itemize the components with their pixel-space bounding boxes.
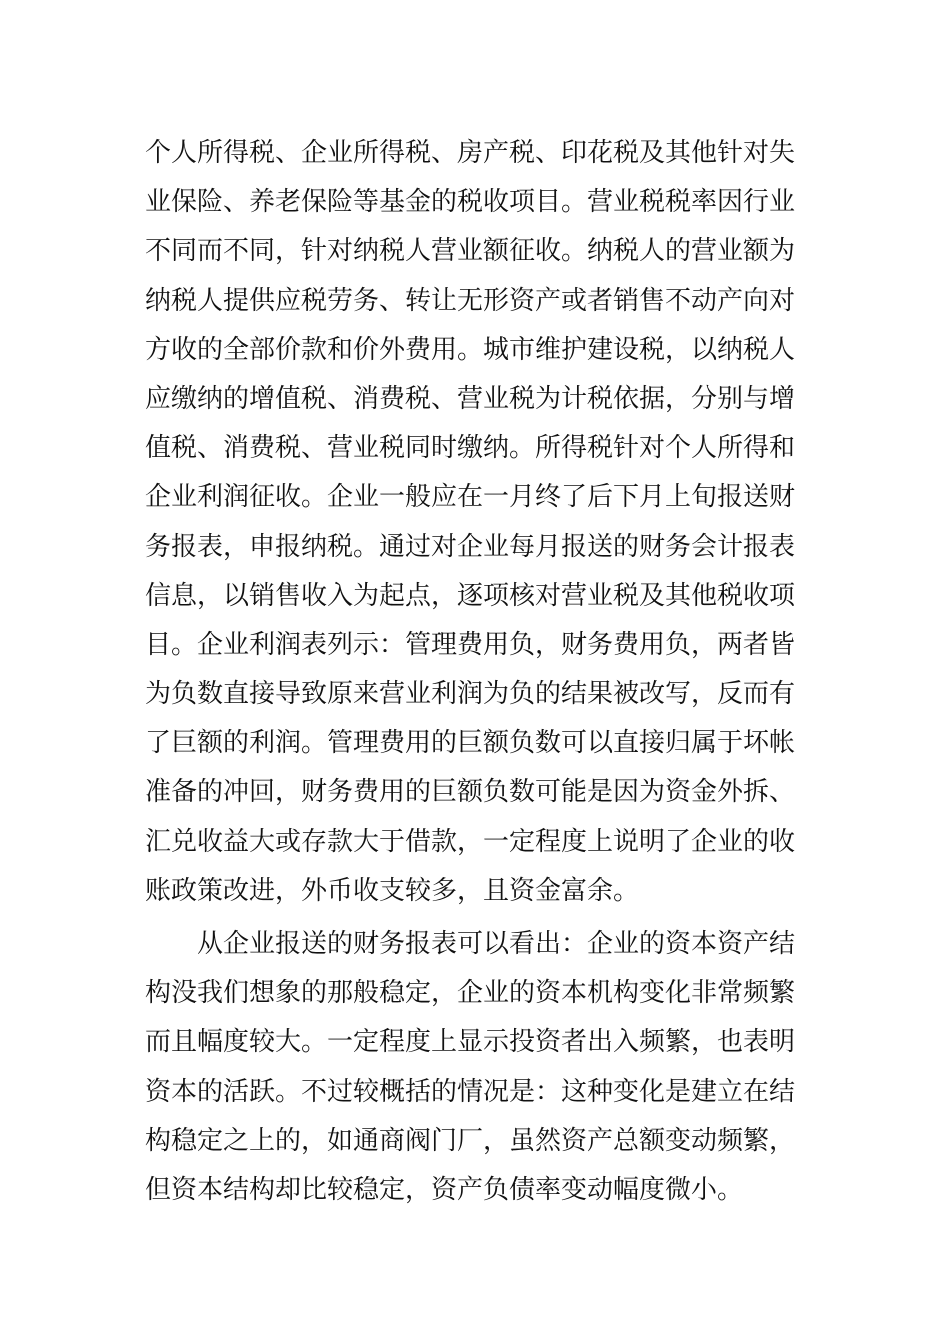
text-line: 值税、消费税、营业税同时缴纳。所得税针对个人所得和 <box>145 433 796 464</box>
text-line-indented: 从企业报送的财务报表可以看出：企业的资本资产结 <box>197 929 796 959</box>
text-line: 账政策改进，外币收支较多，且资金富余。 <box>145 875 640 906</box>
text-line: 应缴纳的增值税、消费税、营业税为计税依据，分别与增 <box>145 383 796 414</box>
text-line: 为负数直接导致原来营业利润为负的结果被改写，反而有 <box>145 679 796 710</box>
text-line: 了巨额的利润。管理费用的巨额负数可以直接归属于坏帐 <box>145 728 796 759</box>
text-line: 信息，以销售收入为起点，逐项核对营业税及其他税收项 <box>145 580 796 611</box>
paragraph-1 <box>145 129 810 916</box>
text-line: 务报表，申报纳税。通过对企业每月报送的财务会计报表 <box>145 531 796 562</box>
text-line: 目。企业利润表列示：管理费用负，财务费用负，两者皆 <box>145 629 796 660</box>
text-line: 但资本结构却比较稳定，资产负债率变动幅度微小。 <box>145 1174 744 1205</box>
text-line: 构没我们想象的那般稳定，企业的资本机构变化非常频繁 <box>145 978 796 1009</box>
text-line: 汇兑收益大或存款大于借款，一定程度上说明了企业的收 <box>145 826 796 857</box>
text-line: 企业利润征收。企业一般应在一月终了后下月上旬报送财 <box>145 482 796 513</box>
text-line: 准备的冲回，财务费用的巨额负数可能是因为资金外拆、 <box>145 777 796 808</box>
paragraph-2 <box>145 920 810 1215</box>
text-line: 方收的全部价款和价外费用。城市维护建设税，以纳税人 <box>145 334 796 365</box>
text-line: 个人所得税、企业所得税、房产税、印花税及其他针对失 <box>145 138 796 168</box>
text-line: 资本的活跃。不过较概括的情况是：这种变化是建立在结 <box>145 1076 796 1107</box>
text-line: 而且幅度较大。一定程度上显示投资者出入频繁，也表明 <box>145 1027 796 1058</box>
text-line: 业保险、养老保险等基金的税收项目。营业税税率因行业 <box>145 187 796 218</box>
text-line: 构稳定之上的，如通商阀门厂，虽然资产总额变动频繁， <box>145 1125 796 1156</box>
text-line: 纳税人提供应税劳务、转让无形资产或者销售不动产向对 <box>145 285 796 316</box>
text-line: 不同而不同，针对纳税人营业额征收。纳税人的营业额为 <box>145 236 796 267</box>
